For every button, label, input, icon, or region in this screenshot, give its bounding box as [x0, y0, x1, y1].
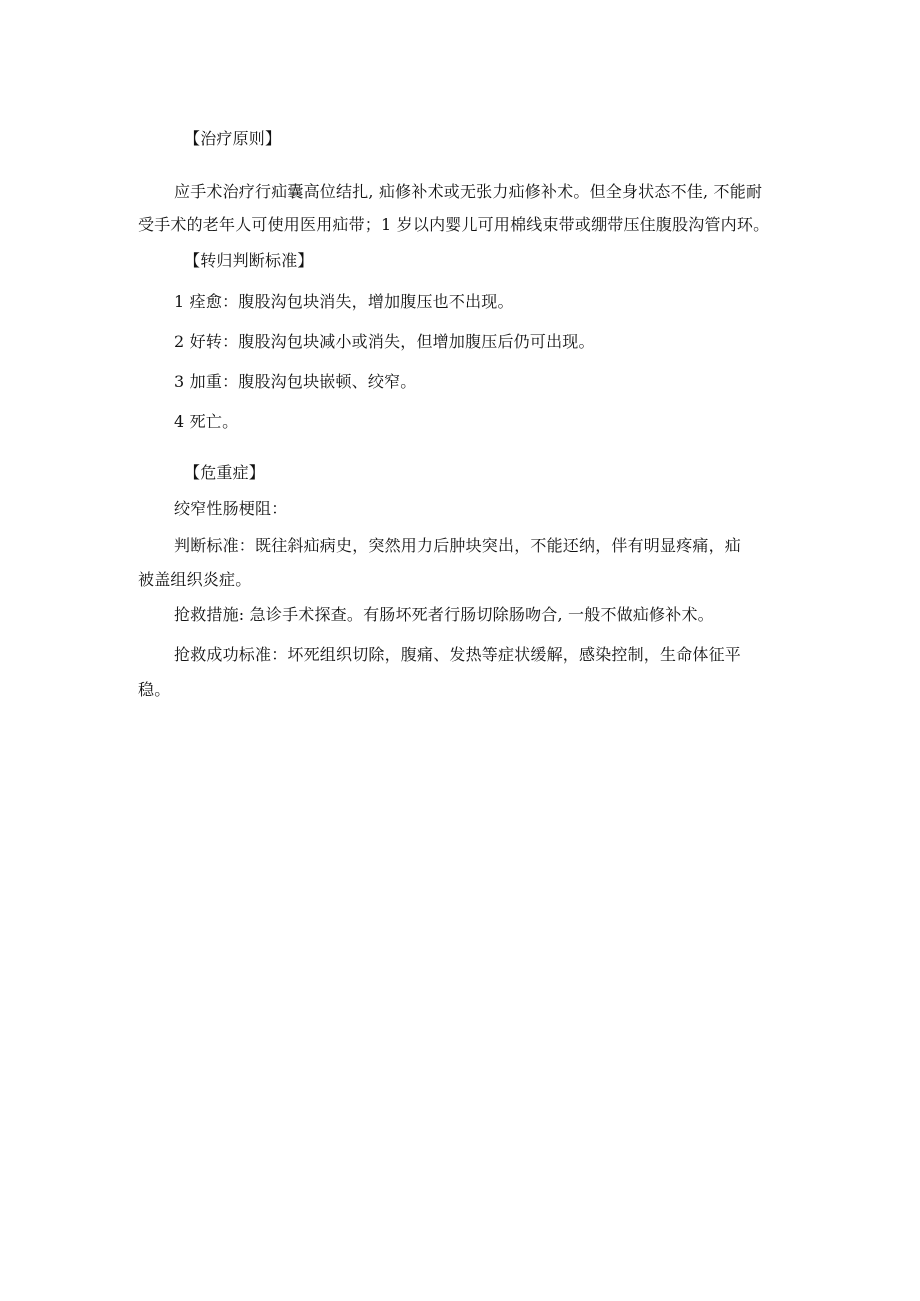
treatment-principles-heading: 【治疗原则】 [184, 129, 282, 148]
rescue-success-line-2: 稳。 [138, 680, 171, 699]
rescue-success-line-1: 抢救成功标准：坏死组织切除，腹痛、发热等症状缓解，感染控制，生命体征平 [174, 645, 742, 664]
treatment-paragraph-line-1: 应手术治疗行疝囊高位结扎, 疝修补术或无张力疝修补术。但全身状态不佳, 不能耐 [174, 182, 763, 201]
prognosis-item-death: 4 死亡。 [174, 412, 239, 431]
diagnostic-criteria-line-2: 被盖组织炎症。 [138, 570, 252, 589]
treatment-paragraph-line-2: 受手术的老年人可使用医用疝带；1 岁以内婴儿可用棉线束带或绷带压住腹股沟管内环。 [138, 215, 770, 234]
prognosis-item-cured: 1 痊愈：腹股沟包块消失，增加腹压也不出现。 [174, 292, 514, 311]
rescue-measures-text: 抢救措施: 急诊手术探查。有肠坏死者行肠切除肠吻合, 一般不做疝修补术。 [174, 605, 714, 624]
critical-condition-heading: 【危重症】 [184, 463, 266, 482]
diagnostic-criteria-line-1: 判断标准：既往斜疝病史，突然用力后肿块突出，不能还纳，伴有明显疼痛，疝 [174, 536, 742, 555]
prognosis-criteria-heading: 【转归判断标准】 [184, 251, 314, 270]
prognosis-item-worsened: 3 加重：腹股沟包块嵌顿、绞窄。 [174, 372, 417, 391]
critical-subtitle: 绞窄性肠梗阻： [174, 499, 288, 518]
prognosis-item-improved: 2 好转：腹股沟包块减小或消失，但增加腹压后仍可出现。 [174, 332, 595, 351]
